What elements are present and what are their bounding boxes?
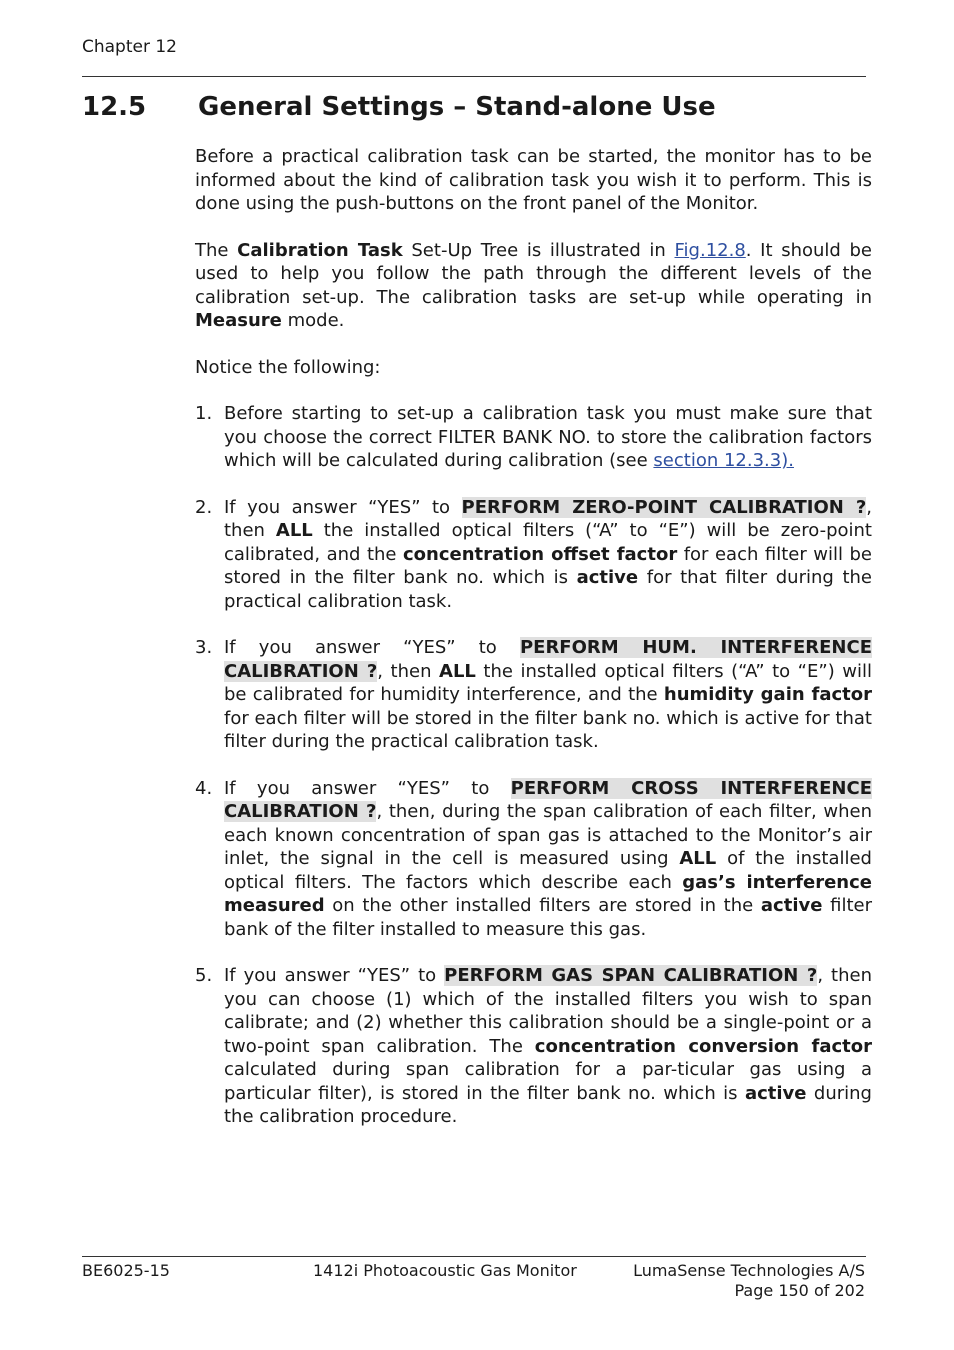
bold-term: concentration conversion factor	[534, 1035, 872, 1057]
text-run: filter bank of the filter installed to measure this gas.	[224, 895, 872, 940]
footer-page-number: Page 150 of 202	[734, 1281, 865, 1300]
highlighted-menu-prompt: PERFORM CROSS INTERFERENCE CALIBRATION ?	[224, 777, 872, 822]
list-number: 5.	[195, 965, 213, 986]
footer-product: 1412i Photoacoustic Gas Monitor	[313, 1261, 577, 1280]
list-item	[195, 636, 872, 754]
text-run: The	[195, 239, 238, 261]
bold-term: Measure	[195, 310, 282, 331]
section-link[interactable]: section 12.3.3).	[653, 450, 794, 471]
section-title: General Settings – Stand-alone Use	[198, 92, 716, 122]
numbered-list	[195, 402, 872, 1129]
text-run: Set-Up Tree is illustrated in	[402, 239, 675, 261]
section-number: 12.5	[82, 92, 147, 122]
body-content	[195, 145, 872, 1152]
highlighted-menu-prompt: PERFORM GAS SPAN CALIBRATION ?	[444, 965, 818, 986]
list-item	[195, 496, 872, 614]
highlighted-menu-prompt: PERFORM ZERO-POINT CALIBRATION ?	[461, 496, 867, 518]
intro-paragraph: Before a practical calibration task can be started, the monitor has to be informed about the kind of calibration task you wish it to perform. This is done using the push-buttons on the front panel of the Monitor.	[195, 146, 872, 214]
bold-term: humidity gain factor	[663, 684, 872, 705]
text-run: for each filter will be stored in the filter bank no. which is active for that filter during the practical calibration task.	[224, 707, 872, 752]
text-run: , then	[377, 660, 440, 682]
text-run: during the calibration procedure.	[224, 1082, 872, 1127]
text-run: of the installed optical filters. The factors which describe each	[224, 848, 872, 893]
text-run: the installed optical filters (“A” to “E”) will be calibrated for humidity interference, and the	[224, 660, 872, 705]
text-run: . It should be used to help you follow the path through the different levels of the calibration set-up. The calibration tasks are set-up while operating in	[195, 239, 873, 308]
text-run: , then you can choose (1) which of the installed filters you wish to span calibrate; and (2) whether this calibration should be a single-point or a two-point span calibration. The	[224, 965, 872, 1057]
list-number: 1.	[195, 403, 213, 424]
text-run: mode.	[281, 310, 345, 331]
setup-tree-paragraph	[195, 239, 872, 333]
bold-term: active	[576, 567, 639, 588]
footer-doc-id: BE6025-15	[82, 1261, 170, 1280]
section-heading	[82, 90, 872, 124]
text-run: , then	[224, 496, 872, 541]
list-item	[195, 777, 872, 942]
text-run: , then, during the span calibration of each filter, when each known concentration of span gas is attached to the Monitor’s air inlet, the signal in the cell is measured using	[224, 801, 872, 869]
text-run: If you answer “YES” to	[224, 496, 462, 518]
figure-link[interactable]: Fig.12.8	[674, 239, 746, 261]
list-number: 3.	[195, 637, 213, 658]
text-run: for each filter will be stored in the filter bank no. which is	[224, 543, 872, 588]
list-number: 2.	[195, 496, 213, 518]
text-run: If you answer “YES” to	[224, 965, 445, 986]
highlighted-menu-prompt: PERFORM HUM. INTERFERENCE CALIBRATION ?	[224, 637, 872, 682]
text-run: calculated during span calibration for a par-ticular gas using a particular filter), is stored in the filter bank no. which is	[224, 1059, 872, 1104]
notice-paragraph: Notice the following:	[195, 356, 381, 378]
text-run: for that filter during the practical calibration task.	[224, 567, 872, 612]
text-run: on the other installed filters are stored in the	[324, 895, 761, 916]
bold-term: ALL	[679, 848, 717, 869]
list-item	[195, 964, 872, 1129]
running-header-chapter: Chapter 12	[82, 37, 178, 57]
text-run: If you answer “YES” to	[224, 777, 511, 799]
text-run: the installed optical filters (“A” to “E”) will be zero-point calibrated, and the	[224, 520, 872, 565]
bold-term: active	[744, 1082, 807, 1104]
footer-company: LumaSense Technologies A/S	[633, 1261, 865, 1280]
bold-term: Calibration Task	[237, 239, 403, 261]
bold-term: active	[760, 895, 823, 916]
text-run: If you answer “YES” to	[224, 637, 520, 658]
bold-term: ALL	[275, 520, 313, 541]
header-rule	[82, 76, 866, 77]
bold-term: ALL	[439, 660, 476, 682]
footer-company-page	[633, 1261, 865, 1301]
list-number: 4.	[195, 777, 213, 799]
list-item	[195, 402, 872, 473]
footer-rule	[82, 1256, 866, 1257]
bold-term: concentration offset factor	[403, 543, 678, 565]
bold-term: gas’s interference measured	[224, 871, 872, 916]
text-run: Before starting to set-up a calibration task you must make sure that you choose the correct FILTER BANK NO. to store the calibration factors which will be calculated during calibration (see	[224, 403, 872, 471]
